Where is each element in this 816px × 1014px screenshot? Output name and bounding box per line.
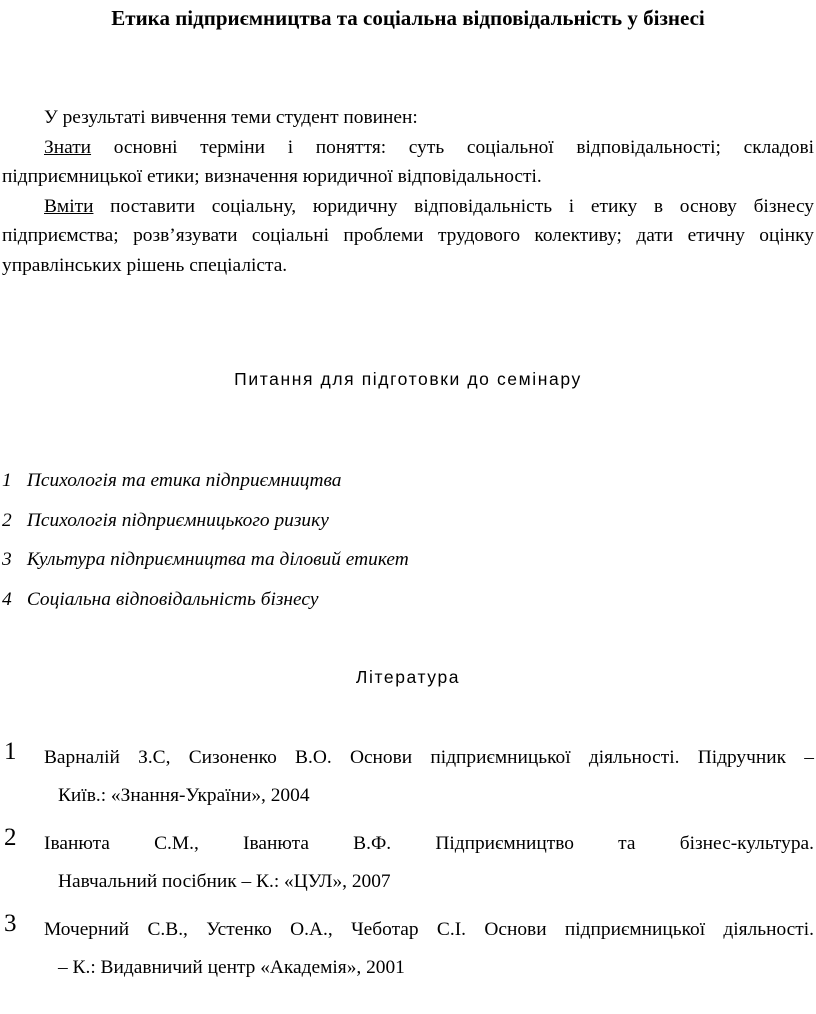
can-text: поставити соціальну, юридичну відповідальність і етику в основу бізнесу підприємства; розв’язувати соціальні проблеми трудового колективу; дати етичну оцінку управлінських рішень спеціаліста. (2, 195, 814, 276)
intro-line: У результаті вивчення теми студент повинен: (44, 107, 418, 128)
list-item (2, 545, 802, 585)
reference-number: 3 (4, 910, 17, 937)
reference-line-1: Мочерний С.В., Устенко О.А., Чеботар С.І. Основи підприємницької діяльності. (44, 919, 814, 940)
question-number: 1 (2, 470, 12, 491)
questions-heading: Питання для підготовки до семінару (234, 369, 582, 389)
list-item (2, 506, 802, 546)
reference-number: 1 (4, 738, 17, 765)
question-number: 3 (2, 549, 12, 570)
question-text: Психологія підприємницького ризику (26, 509, 329, 531)
learning-outcomes (2, 103, 814, 280)
list-item (2, 585, 802, 625)
question-text: Культура підприємництва та діловий етикет (26, 549, 409, 570)
question-text: Психологія та етика підприємництва (26, 470, 342, 491)
reference-line-2: Навчальний посібник – К.: «ЦУЛ», 2007 (58, 871, 391, 892)
know-paragraph (2, 133, 814, 192)
page-title: Етика підприємництва та соціальна відповідальність у бізнесі (111, 6, 705, 30)
literature-list (4, 740, 814, 998)
question-text: Соціальна відповідальність бізнесу (26, 588, 319, 610)
know-text: основні терміни і поняття: суть соціальної відповідальності; складові підприємницької етики; визначення юридичної відповідальності. (2, 136, 814, 187)
know-label: Знати (44, 136, 92, 158)
reference-line-1: Варналій З.С, Сизоненко В.О. Основи підприємницької діяльності. Підручник – (44, 747, 814, 768)
literature-heading: Література (355, 667, 461, 687)
list-item (4, 912, 814, 998)
can-label: Вміти (44, 195, 94, 217)
reference-line-2: Київ.: «Знання-України», 2004 (58, 785, 310, 806)
can-paragraph (2, 192, 814, 281)
list-item (4, 740, 814, 826)
reference-line-1: Іванюта С.М., Іванюта В.Ф. Підприємництво та бізнес-культура. (44, 833, 814, 854)
seminar-questions-list (2, 466, 802, 624)
reference-number: 2 (4, 824, 17, 851)
question-number: 4 (2, 588, 12, 610)
list-item (2, 466, 802, 506)
question-number: 2 (2, 509, 12, 531)
list-item (4, 826, 814, 912)
reference-line-2: – К.: Видавничий центр «Академія», 2001 (58, 957, 405, 978)
